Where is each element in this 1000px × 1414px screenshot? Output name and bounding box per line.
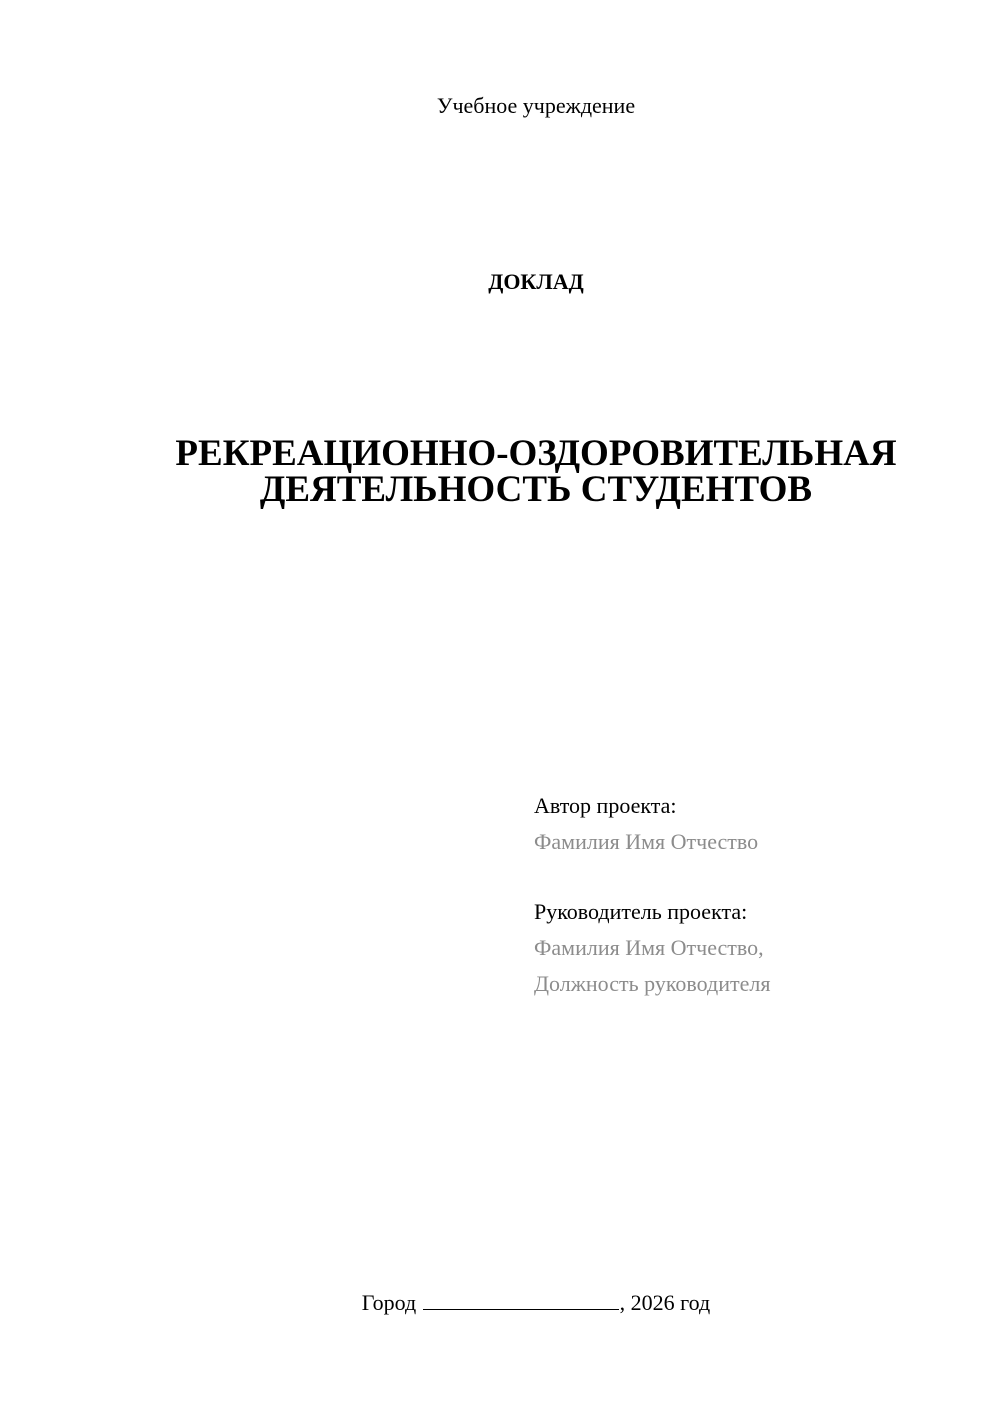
footer-city-year [0,1288,1000,1318]
document-title-line-1: РЕКРЕАЦИОННО-ОЗДОРОВИТЕЛЬНАЯ [175,433,897,474]
supervisor-position: Должность руководителя [534,971,771,996]
project-info [534,788,974,1002]
author-label: Автор проекта: [534,793,677,818]
supervisor-label: Руководитель проекта: [534,899,748,924]
info-spacer [534,860,974,894]
supervisor-name: Фамилия Имя Отчество, [534,935,764,960]
author-name: Фамилия Имя Отчество [534,829,759,854]
institution-name: Учебное учреждение [436,93,636,118]
document-type: ДОКЛАД [488,269,584,294]
year-text: , 2026 год [619,1290,711,1315]
city-blank-line [423,1289,619,1310]
document-title [0,433,1000,510]
document-title-line-2: ДЕЯТЕЛЬНОСТЬ СТУДЕНТОВ [259,469,813,510]
city-label: Город [361,1290,417,1315]
